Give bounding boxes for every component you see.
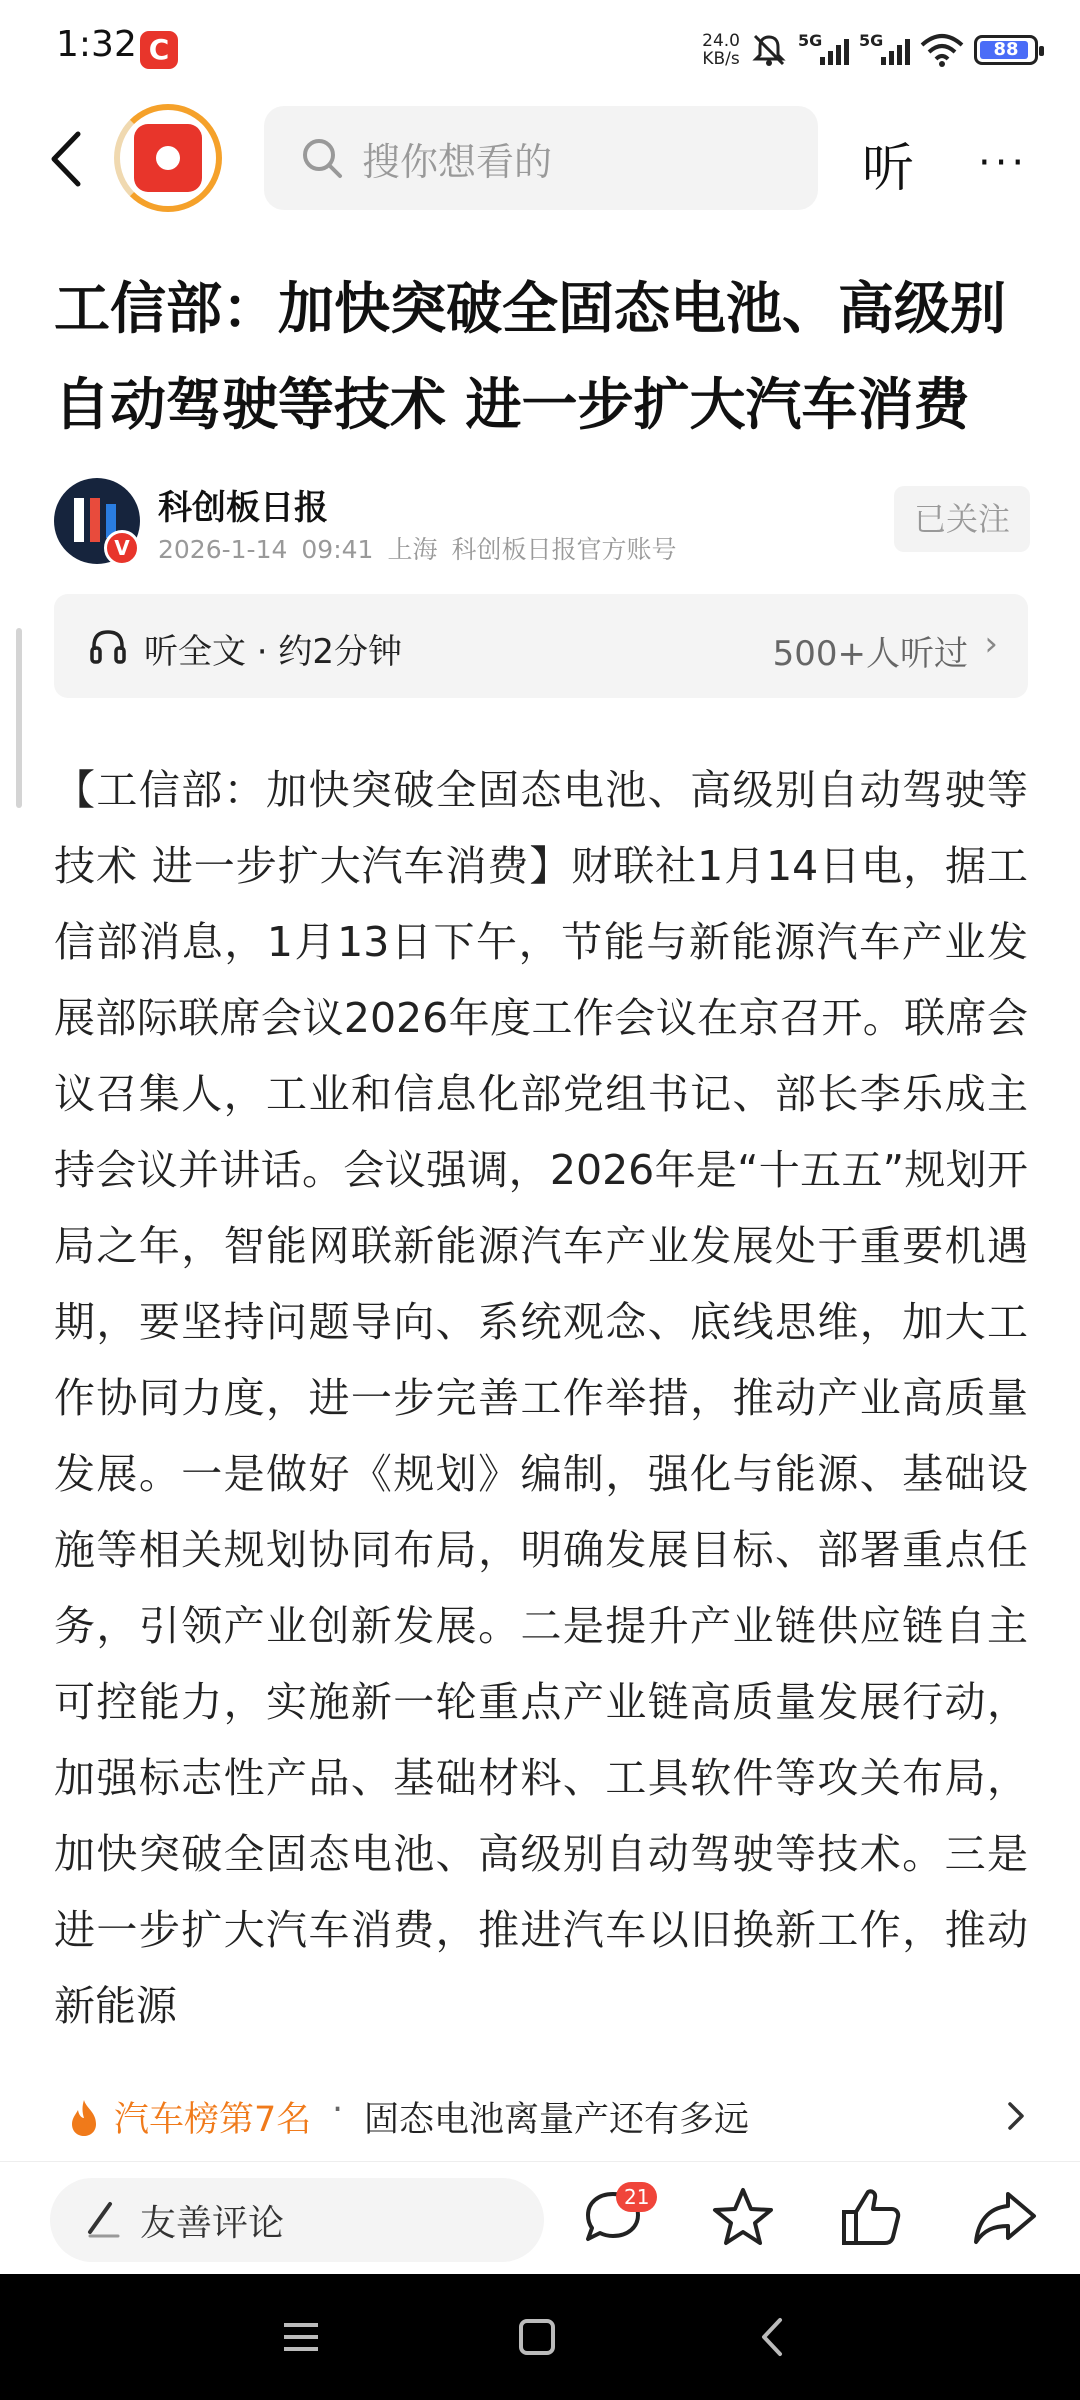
cell-signal-icon-1: 5G <box>798 35 849 65</box>
app-notification-icon: C <box>140 31 178 69</box>
search-placeholder: 搜你想看的 <box>362 139 553 184</box>
like-thumbs-up-icon[interactable] <box>836 2182 906 2252</box>
status-time: 1:32 <box>56 24 137 65</box>
scroll-indicator[interactable] <box>16 628 22 808</box>
related-topic-text: 固态电池离量产还有多远 <box>364 2100 750 2140</box>
author-row <box>54 476 1030 566</box>
listen-full-text-bar[interactable] <box>54 594 1028 698</box>
mute-icon <box>750 31 788 69</box>
status-bar <box>0 0 1080 100</box>
battery-icon: 88 <box>974 35 1038 65</box>
bottom-action-bar <box>0 2162 1080 2274</box>
author-name[interactable]: 科创板日报 <box>158 488 328 528</box>
network-speed: 24.0 KB/s <box>702 31 740 69</box>
app-logo[interactable] <box>114 104 222 212</box>
status-indicators <box>702 26 1038 74</box>
top-nav-bar <box>0 100 1080 220</box>
separator-dot: · <box>332 2090 344 2130</box>
listen-button[interactable]: 听 <box>862 139 915 199</box>
listen-count: 500+人听过 <box>772 634 968 674</box>
app-logo-icon <box>134 124 202 192</box>
home-icon[interactable] <box>512 2312 562 2362</box>
pen-icon <box>80 2198 124 2242</box>
back-nav-icon[interactable] <box>748 2312 798 2362</box>
article-body: 【工信部：加快突破全固态电池、高级别自动驾驶等技术 进一步扩大汽车消费】财联社1月14日电，据工信部消息，1月13日下午，节能与新能源汽车产业发展部际联席会议2026年度工作会议在京召开。联席会议召集人，工业和信息化部党组书记、部长李乐成主持会议并讲话。会议强调，2026年是“十五五”规划开局之年，智能网联新能源汽车产业发展处于重要机遇期，要坚持问题导向、系统观念、底线思维，加大工作协同力度，进一步完善工作举措，推动产业高质量发展。一是做好《规划》编制，强化与能源、基础设施等相关规划协同布局，明确发展目标、部署重点任务，引领产业创新发展。二是提升产业链供应链自主可控能力，实施新一轮重点产业链高质量发展行动，加强标志性产品、基础材料、工具软件等攻关布局，加快突破全固态电池、高级别自动驾驶等技术。三是进一步扩大汽车消费，推进汽车以旧换新工作，推动新能源 <box>54 766 1028 2030</box>
search-icon <box>300 136 344 180</box>
follow-button[interactable]: 已关注 <box>894 486 1030 552</box>
author-meta <box>158 530 690 566</box>
system-nav-bar <box>0 2274 1080 2400</box>
publish-date: 2026-1-14 <box>158 535 288 564</box>
rank-label: 汽车榜第7名 <box>114 2100 312 2140</box>
headphones-icon <box>88 626 128 666</box>
menu-icon[interactable] <box>276 2312 326 2362</box>
favorite-star-icon[interactable] <box>708 2182 778 2252</box>
chevron-right-icon <box>1004 2096 1028 2136</box>
share-icon[interactable] <box>970 2182 1040 2252</box>
author-account: 科创板日报官方账号 <box>451 535 677 564</box>
verified-badge-icon: V <box>104 530 140 566</box>
comment-count-badge: 21 <box>616 2182 657 2212</box>
comment-placeholder: 友善评论 <box>140 2202 285 2244</box>
fire-icon <box>66 2098 102 2138</box>
cell-signal-icon-2: 5G <box>859 35 910 65</box>
publish-time: 09:41 <box>301 535 374 564</box>
chevron-right-icon: › <box>984 624 998 664</box>
search-input[interactable] <box>264 106 818 210</box>
more-options-icon[interactable]: ··· <box>978 140 1029 186</box>
wifi-icon <box>920 33 964 67</box>
related-topic-bar[interactable] <box>0 2072 1080 2162</box>
comment-input[interactable] <box>50 2178 544 2262</box>
listen-label: 听全文 · 约2分钟 <box>144 632 403 672</box>
article-title: 工信部：加快突破全固态电池、高级别自动驾驶等技术 进一步扩大汽车消费 <box>54 277 1006 438</box>
back-icon[interactable] <box>40 124 100 194</box>
publish-location: 上海 <box>387 535 438 564</box>
